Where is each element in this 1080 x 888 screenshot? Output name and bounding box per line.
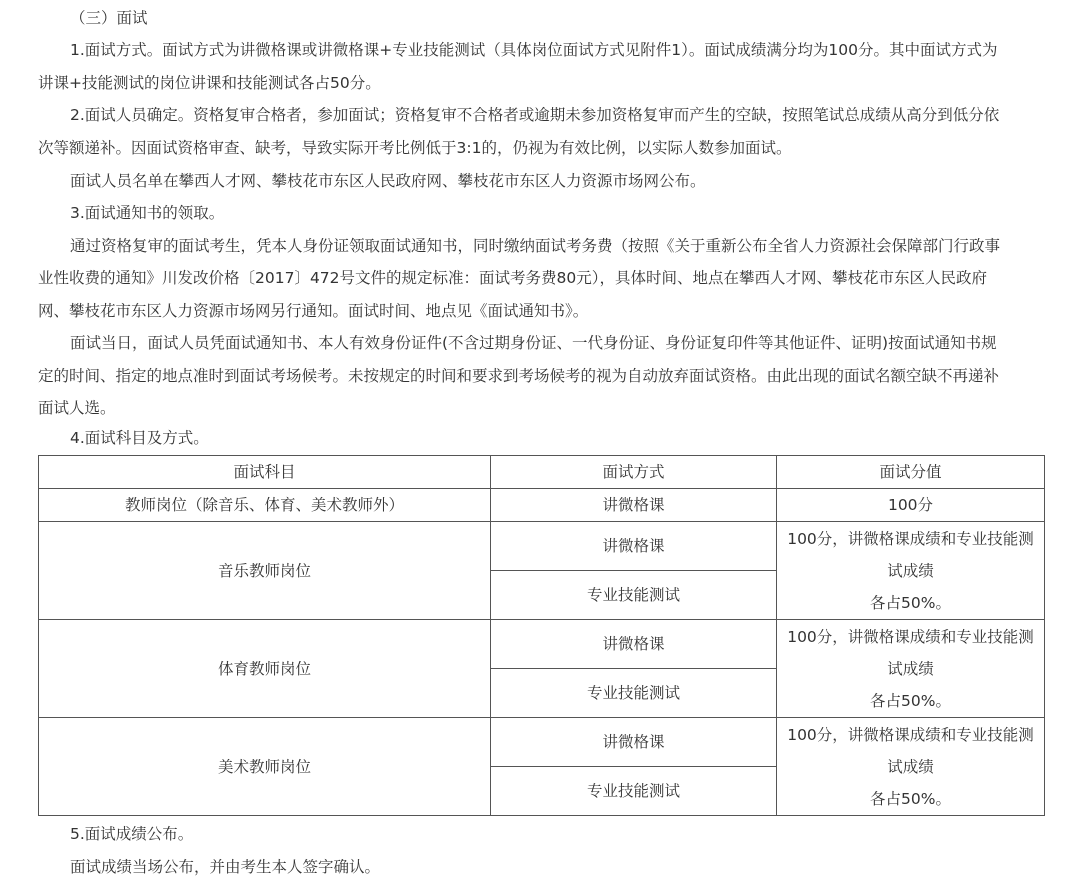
paragraph-notice: 通过资格复审的面试考生，凭本人身份证领取面试通知书，同时缴纳面试考务费（按照《关于重新公布全省人力资源社会保障部门行政事 (70, 237, 1001, 255)
paragraph-results-heading: 5.面试成绩公布。 (70, 825, 194, 843)
paragraph-interview-method: 1.面试方式。面试方式为讲微格课或讲微格课+专业技能测试（具体岗位面试方式见附件1）。面试成绩满分均为100分。其中面试方式为 (70, 41, 998, 59)
paragraph-notice-heading: 3.面试通知书的领取。 (70, 204, 225, 222)
paragraph-notice-cont1: 业性收费的通知》川发改价格〔2017〕472号文件的规定标准：面试考务费80元），具体时间、地点在攀西人才网、攀枝花市东区人民政府 (38, 269, 988, 287)
table-header-cell: 面试方式 (491, 456, 777, 489)
table-cell-method: 专业技能测试 (491, 767, 777, 816)
paragraph-subjects-heading: 4.面试科目及方式。 (70, 429, 209, 447)
table-header-cell: 面试分值 (777, 456, 1045, 489)
paragraph-interview-day-cont2: 面试人选。 (38, 399, 116, 417)
table-row (39, 620, 1045, 669)
table-row (39, 489, 1045, 522)
score-text-line: 试成绩 (887, 659, 934, 678)
table-cell-method: 讲微格课 (491, 489, 777, 522)
score-text-line: 试成绩 (887, 757, 934, 776)
paragraph-candidates: 2.面试人员确定。资格复审合格者，参加面试；资格复审不合格者或逾期未参加资格复审而产生的空缺，按照笔试总成绩从高分到低分依 (70, 106, 1000, 124)
table-header-row (39, 456, 1045, 489)
paragraph-candidate-list: 面试人员名单在攀西人才网、攀枝花市东区人民政府网、攀枝花市东区人力资源市场网公布。 (70, 172, 706, 190)
table-header-cell: 面试科目 (39, 456, 491, 489)
table-cell-subject: 教师岗位（除音乐、体育、美术教师外） (39, 489, 491, 522)
table-cell-score: 100分 (777, 489, 1045, 522)
table-cell-method: 讲微格课 (491, 718, 777, 767)
table-cell-score (777, 620, 1045, 718)
table-cell-method: 专业技能测试 (491, 669, 777, 718)
section-title: （三）面试 (70, 9, 148, 27)
table-cell-subject: 音乐教师岗位 (39, 522, 491, 620)
table-cell-method: 讲微格课 (491, 620, 777, 669)
score-text-line: 各占50%。 (870, 593, 951, 612)
paragraph-candidates-cont: 次等额递补。因面试资格审查、缺考，导致实际开考比例低于3:1的，仍视为有效比例，以实际人数参加面试。 (38, 139, 792, 157)
table-row (39, 718, 1045, 767)
table-cell-score (777, 718, 1045, 816)
paragraph-interview-method-cont: 讲课+技能测试的岗位讲课和技能测试各占50分。 (38, 74, 381, 92)
paragraph-interview-day-cont1: 定的时间、指定的地点准时到面试考场候考。未按规定的时间和要求到考场候考的视为自动放弃面试资格。由此出现的面试名额空缺不再递补 (38, 367, 1000, 385)
table-cell-method: 专业技能测试 (491, 571, 777, 620)
score-text-line: 各占50%。 (870, 789, 951, 808)
score-text-line: 各占50%。 (870, 691, 951, 710)
table-row (39, 522, 1045, 571)
score-text-line: 100分，讲微格课成绩和专业技能测 (787, 725, 1034, 744)
table-cell-subject: 体育教师岗位 (39, 620, 491, 718)
table-cell-method: 讲微格课 (491, 522, 777, 571)
table-cell-score (777, 522, 1045, 620)
score-text-line: 100分，讲微格课成绩和专业技能测 (787, 627, 1034, 646)
score-text-line: 100分，讲微格课成绩和专业技能测 (787, 529, 1034, 548)
paragraph-notice-cont2: 网、攀枝花市东区人力资源市场网另行通知。面试时间、地点见《面试通知书》。 (38, 302, 589, 320)
score-text-line: 试成绩 (887, 561, 934, 580)
table-cell-subject: 美术教师岗位 (39, 718, 491, 816)
paragraph-interview-day: 面试当日，面试人员凭面试通知书、本人有效身份证件(不含过期身份证、一代身份证、身份证复印件等其他证件、证明)按面试通知书规 (70, 334, 997, 352)
paragraph-results: 面试成绩当场公布，并由考生本人签字确认。 (70, 858, 381, 876)
interview-table (38, 455, 1045, 816)
